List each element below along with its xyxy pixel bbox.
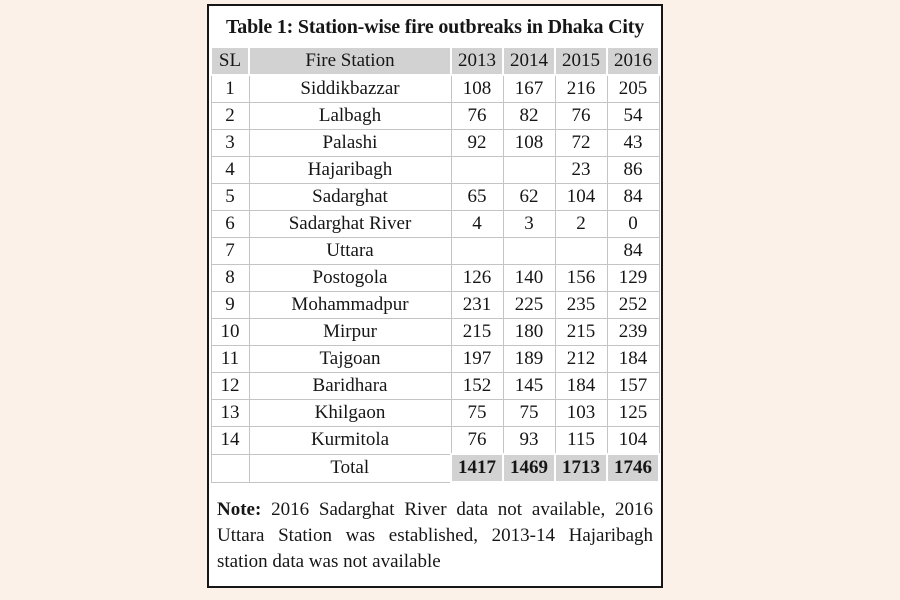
row-value-2016: 125 bbox=[607, 400, 659, 427]
table-row bbox=[211, 75, 659, 103]
row-value-2014: 145 bbox=[503, 373, 555, 400]
row-station-cell: Uttara bbox=[249, 238, 451, 265]
row-value-2016: 86 bbox=[607, 157, 659, 184]
table-panel bbox=[207, 4, 663, 588]
row-value-2016: 239 bbox=[607, 319, 659, 346]
note-text: 2016 Sadarghat River data not available, 2016 Uttara Station was established, 2013-14 Hajaribagh station data was not available bbox=[217, 499, 654, 572]
row-value-2013: 76 bbox=[451, 103, 503, 130]
row-value-2013: 231 bbox=[451, 292, 503, 319]
row-value-2015: 76 bbox=[555, 103, 607, 130]
row-value-2013: 152 bbox=[451, 373, 503, 400]
table-row bbox=[211, 238, 659, 265]
row-value-2016: 205 bbox=[607, 75, 659, 103]
row-value-2015: 156 bbox=[555, 265, 607, 292]
row-value-2014: 225 bbox=[503, 292, 555, 319]
row-sl-cell: 13 bbox=[211, 400, 249, 427]
row-station-cell: Siddikbazzar bbox=[249, 75, 451, 103]
row-value-2015 bbox=[555, 238, 607, 265]
header-cell-2016: 2016 bbox=[607, 47, 659, 75]
row-value-2013: 76 bbox=[451, 427, 503, 455]
row-sl-cell: 11 bbox=[211, 346, 249, 373]
total-value-2015: 1713 bbox=[555, 454, 607, 482]
row-value-2016: 252 bbox=[607, 292, 659, 319]
table-row bbox=[211, 130, 659, 157]
total-row bbox=[211, 454, 659, 482]
row-value-2013: 126 bbox=[451, 265, 503, 292]
row-value-2015: 115 bbox=[555, 427, 607, 455]
row-value-2015: 212 bbox=[555, 346, 607, 373]
table-row bbox=[211, 427, 659, 455]
row-sl-cell: 10 bbox=[211, 319, 249, 346]
row-sl-cell: 9 bbox=[211, 292, 249, 319]
total-value-2013: 1417 bbox=[451, 454, 503, 482]
table-row bbox=[211, 292, 659, 319]
row-value-2015: 103 bbox=[555, 400, 607, 427]
row-value-2015: 23 bbox=[555, 157, 607, 184]
row-value-2014: 82 bbox=[503, 103, 555, 130]
row-value-2013: 92 bbox=[451, 130, 503, 157]
row-value-2014: 93 bbox=[503, 427, 555, 455]
header-row bbox=[211, 47, 659, 75]
note bbox=[217, 497, 653, 575]
row-value-2016: 157 bbox=[607, 373, 659, 400]
table-row bbox=[211, 157, 659, 184]
row-station-cell: Baridhara bbox=[249, 373, 451, 400]
row-value-2014: 140 bbox=[503, 265, 555, 292]
row-value-2016: 184 bbox=[607, 346, 659, 373]
row-value-2014: 108 bbox=[503, 130, 555, 157]
table-header bbox=[211, 47, 659, 75]
row-value-2013: 65 bbox=[451, 184, 503, 211]
row-value-2015: 2 bbox=[555, 211, 607, 238]
row-value-2015: 216 bbox=[555, 75, 607, 103]
total-value-2016: 1746 bbox=[607, 454, 659, 482]
row-station-cell: Postogola bbox=[249, 265, 451, 292]
header-cell-sl: SL bbox=[211, 47, 249, 75]
row-value-2013: 108 bbox=[451, 75, 503, 103]
table-row bbox=[211, 265, 659, 292]
row-value-2016: 54 bbox=[607, 103, 659, 130]
row-value-2013: 75 bbox=[451, 400, 503, 427]
row-station-cell: Khilgaon bbox=[249, 400, 451, 427]
row-station-cell: Hajaribagh bbox=[249, 157, 451, 184]
row-station-cell: Tajgoan bbox=[249, 346, 451, 373]
row-value-2015: 72 bbox=[555, 130, 607, 157]
row-sl-cell: 5 bbox=[211, 184, 249, 211]
total-sl-cell bbox=[211, 454, 249, 482]
row-value-2015: 235 bbox=[555, 292, 607, 319]
row-station-cell: Sadarghat River bbox=[249, 211, 451, 238]
row-value-2014: 75 bbox=[503, 400, 555, 427]
header-cell-2014: 2014 bbox=[503, 47, 555, 75]
total-label-cell: Total bbox=[249, 454, 451, 482]
row-value-2013 bbox=[451, 238, 503, 265]
row-value-2014: 180 bbox=[503, 319, 555, 346]
row-value-2014: 167 bbox=[503, 75, 555, 103]
row-value-2014 bbox=[503, 157, 555, 184]
row-value-2014: 189 bbox=[503, 346, 555, 373]
table-row bbox=[211, 211, 659, 238]
table-row bbox=[211, 103, 659, 130]
row-value-2015: 104 bbox=[555, 184, 607, 211]
row-value-2013: 215 bbox=[451, 319, 503, 346]
row-station-cell: Kurmitola bbox=[249, 427, 451, 455]
table-body bbox=[211, 75, 659, 454]
note-label: Note: bbox=[217, 499, 262, 520]
row-value-2016: 104 bbox=[607, 427, 659, 455]
total-value-2014: 1469 bbox=[503, 454, 555, 482]
row-sl-cell: 8 bbox=[211, 265, 249, 292]
row-value-2014: 3 bbox=[503, 211, 555, 238]
row-value-2016: 84 bbox=[607, 184, 659, 211]
row-sl-cell: 2 bbox=[211, 103, 249, 130]
row-station-cell: Palashi bbox=[249, 130, 451, 157]
row-value-2015: 215 bbox=[555, 319, 607, 346]
row-station-cell: Lalbagh bbox=[249, 103, 451, 130]
row-sl-cell: 7 bbox=[211, 238, 249, 265]
table-row bbox=[211, 184, 659, 211]
row-value-2013 bbox=[451, 157, 503, 184]
table-row bbox=[211, 373, 659, 400]
header-cell-fire-station: Fire Station bbox=[249, 47, 451, 75]
row-value-2016: 0 bbox=[607, 211, 659, 238]
row-station-cell: Sadarghat bbox=[249, 184, 451, 211]
row-value-2014 bbox=[503, 238, 555, 265]
row-value-2014: 62 bbox=[503, 184, 555, 211]
fire-outbreaks-table bbox=[210, 46, 660, 483]
row-sl-cell: 4 bbox=[211, 157, 249, 184]
header-cell-2015: 2015 bbox=[555, 47, 607, 75]
row-sl-cell: 14 bbox=[211, 427, 249, 455]
row-value-2016: 43 bbox=[607, 130, 659, 157]
table-row bbox=[211, 319, 659, 346]
row-station-cell: Mohammadpur bbox=[249, 292, 451, 319]
row-sl-cell: 6 bbox=[211, 211, 249, 238]
row-sl-cell: 12 bbox=[211, 373, 249, 400]
row-value-2016: 129 bbox=[607, 265, 659, 292]
row-value-2016: 84 bbox=[607, 238, 659, 265]
row-value-2013: 4 bbox=[451, 211, 503, 238]
row-value-2015: 184 bbox=[555, 373, 607, 400]
table-title: Table 1: Station-wise fire outbreaks in Dhaka City bbox=[225, 16, 644, 38]
table-footer bbox=[211, 454, 659, 482]
table-row bbox=[211, 400, 659, 427]
table-row bbox=[211, 346, 659, 373]
header-cell-2013: 2013 bbox=[451, 47, 503, 75]
row-station-cell: Mirpur bbox=[249, 319, 451, 346]
row-value-2013: 197 bbox=[451, 346, 503, 373]
row-sl-cell: 3 bbox=[211, 130, 249, 157]
row-sl-cell: 1 bbox=[211, 75, 249, 103]
